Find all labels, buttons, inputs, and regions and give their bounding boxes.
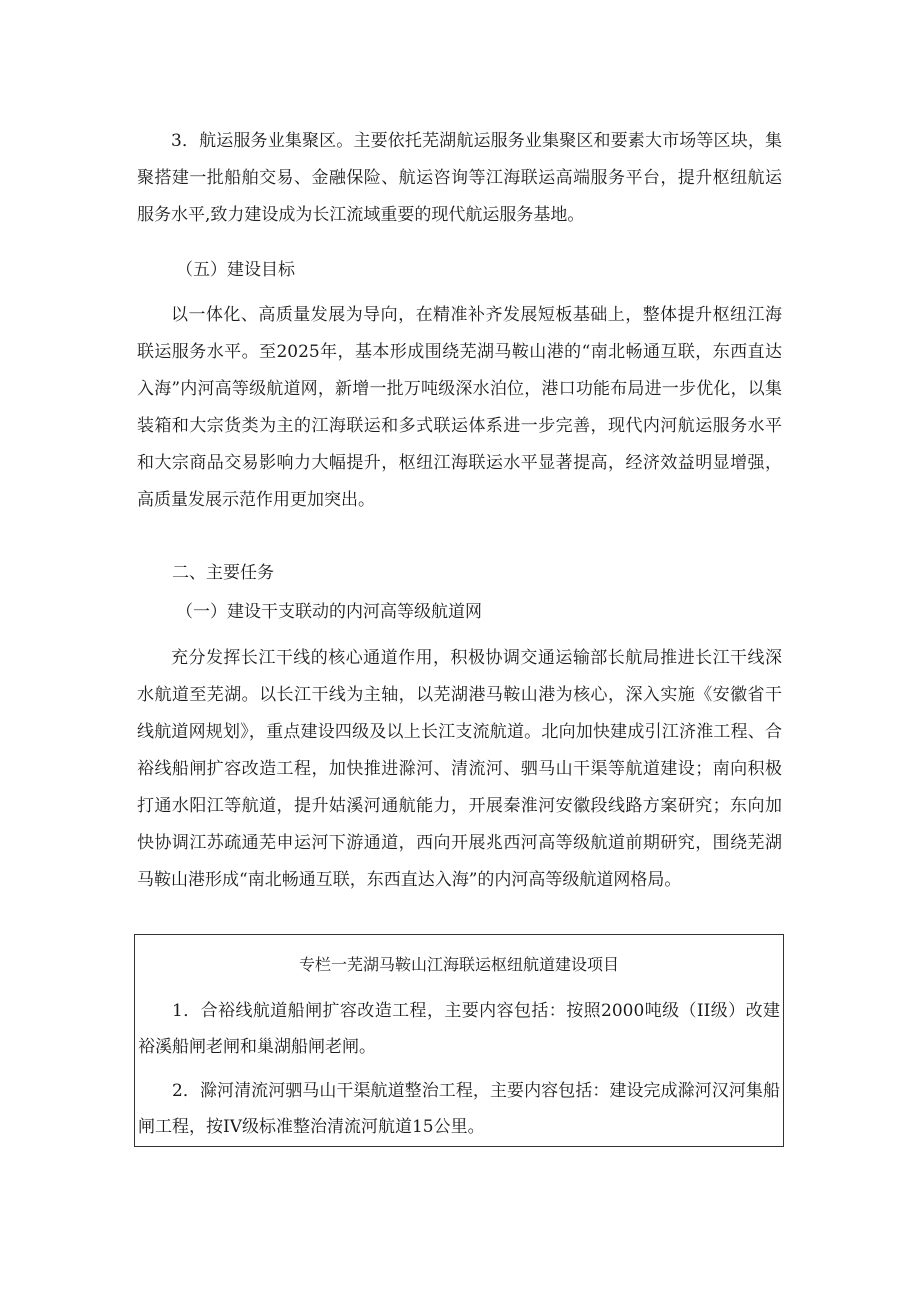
paragraph-shipping-service-cluster: 3．航运服务业集聚区。主要依托芜湖航运服务业集聚区和要素大市场等区块，集聚搭建一批船舶交易、金融保险、航运咨询等江海联运高端服务平台，提升枢纽航运服务水平,致力建设成为长江流域重要的现代航运服务基地。 xyxy=(137,131,782,225)
project-item-1: 1．合裕线航道船闸扩容改造工程，主要内容包括：按照2000吨级（II级）改建裕溪船闸老闸和巢湖船闸老闸。 xyxy=(138,1001,780,1057)
project-item-2: 2．滁河清流河驷马山干渠航道整治工程，主要内容包括：建设完成滁河汉河集船闸工程，按IV级标准整治清流河航道15公里。 xyxy=(138,1081,780,1137)
paragraph-construction-goals: 以一体化、高质量发展为导向，在精准补齐发展短板基础上，整体提升枢纽江海联运服务水平。至2025年，基本形成围绕芜湖马鞍山港的“南北畅通互联，东西直达入海”内河高等级航道网，新增一批万吨级深水泊位，港口功能布局进一步优化，以集装箱和大宗货类为主的江海联运和多式联运体系进一步完善，现代内河航运服务水平和大宗商品交易影响力大幅提升，枢纽江海联运水平显著提高，经济效益明显增强，高质量发展示范作用更加突出。 xyxy=(137,305,782,510)
subheading-construction-goals: （五）建设目标 xyxy=(176,260,295,280)
section-heading-main-tasks: 二、主要任务 xyxy=(172,563,274,583)
paragraph-waterway-network: 充分发挥长江干线的核心通道作用，积极协调交通运输部长航局推进长江干线深水航道至芜湖。以长江干线为主轴，以芜湖港马鞍山港为核心，深入实施《安徽省干线航道网规划》，重点建设四级及以上长江支流航道。北向加快建成引江济淮工程、合裕线船闸扩容改造工程，加快推进滁河、清流河、驷马山干渠等航道建设；南向积极打通水阳江等航道，提升姑溪河通航能力，开展秦淮河安徽段线路方案研究；东向加快协调江苏疏通芜申运河下游通道，西向开展兆西河高等级航道前期研究，围绕芜湖马鞍山港形成“南北畅通互联，东西直达入海”的内河高等级航道网格局。 xyxy=(137,648,782,890)
subheading-waterway-network: （一）建设干支联动的内河高等级航道网 xyxy=(176,602,482,622)
project-column-box xyxy=(134,934,784,1147)
project-column-title: 专栏一芜湖马鞍山江海联运枢纽航道建设项目 xyxy=(298,955,619,974)
